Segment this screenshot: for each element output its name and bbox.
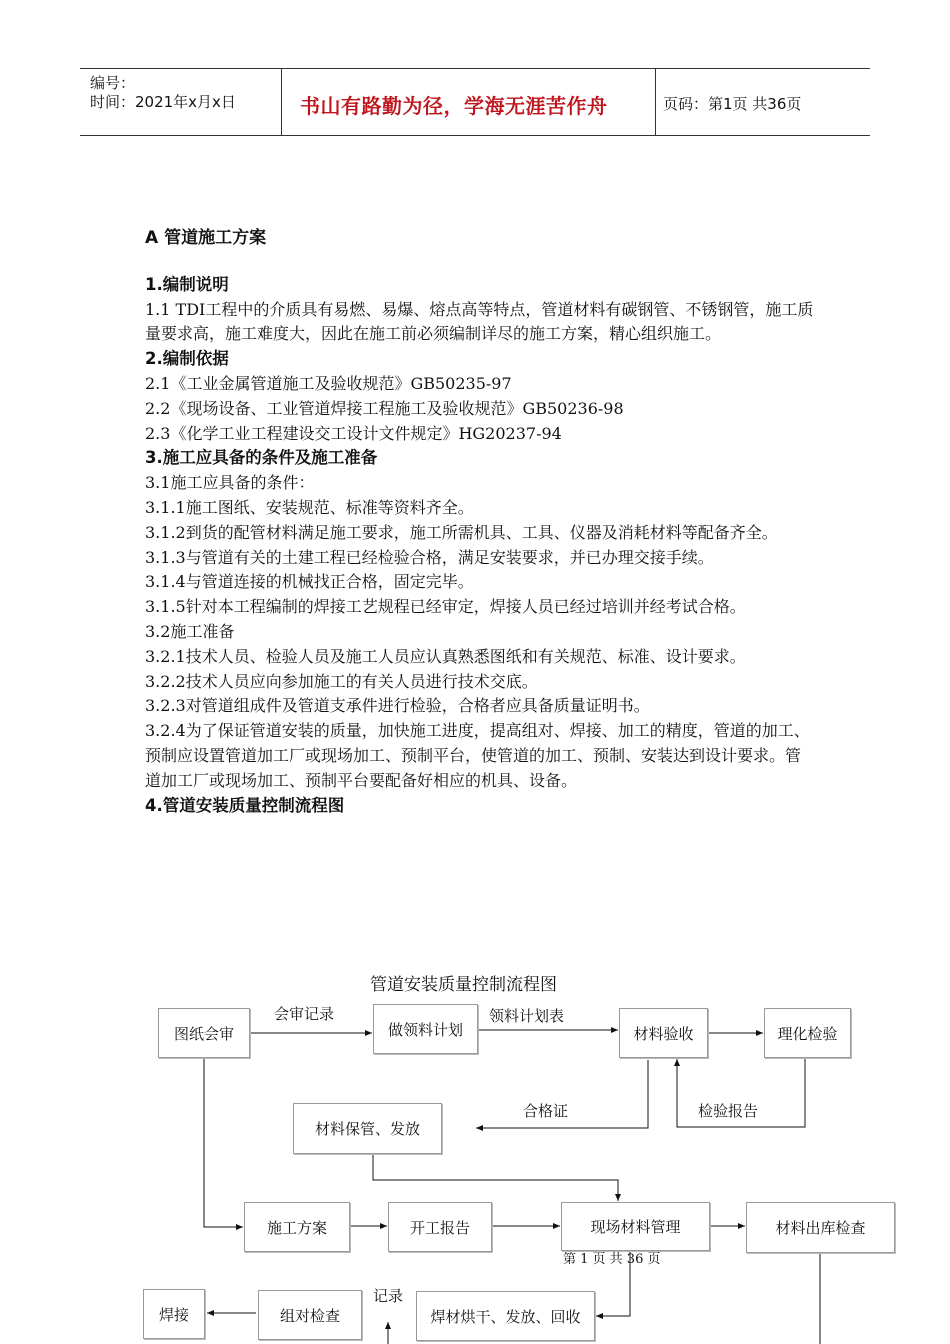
flow-box-material-storage: 材料保管、发放: [293, 1103, 442, 1154]
body-paragraph: 2.3《化学工业工程建设交工设计文件规定》HG20237-94: [145, 423, 562, 443]
header-time-label: 时间：2021年x月x日: [90, 93, 236, 111]
flow-box-welding-material-handling: 焊材烘干、发放、回收: [416, 1291, 595, 1341]
body-paragraph: 2.2《现场设备、工业管道焊接工程施工及验收规范》GB50236-98: [145, 398, 624, 418]
body-paragraph: 2.1《工业金属管道施工及验收规范》GB50235-97: [145, 373, 512, 393]
header-number-label: 编号：: [90, 74, 136, 92]
section-heading: 2.编制依据: [145, 349, 229, 369]
flow-label-inspection-report: 检验报告: [698, 1102, 759, 1120]
flowchart-title: 管道安装质量控制流程图: [370, 975, 557, 995]
body-paragraph: 3.1施工应具备的条件：: [145, 473, 315, 493]
body-paragraph: 3.2.1技术人员、检验人员及施工人员应认真熟悉图纸和有关规范、标准、设计要求。: [145, 646, 746, 666]
section-heading: 1.编制说明: [145, 274, 229, 294]
flow-label-certificate: 合格证: [523, 1102, 569, 1120]
flow-box-material-acceptance: 材料验收: [619, 1008, 708, 1058]
section-heading: 3.施工应具备的条件及施工准备: [145, 448, 378, 468]
footer-page-number: 第 1 页 共 36 页: [563, 1252, 661, 1267]
flow-box-material-plan: 做领料计划: [373, 1004, 478, 1054]
flow-box-outbound-inspection: 材料出库检查: [746, 1202, 895, 1253]
body-paragraph: 3.1.5针对本工程编制的焊接工艺规程已经审定，焊接人员已经过培训并经考试合格。: [145, 597, 746, 617]
body-paragraph: 3.2.3对管道组成件及管道支承件进行检验，合格者应具备质量证明书。: [145, 696, 650, 716]
body-paragraph: 1.1 TDI工程中的介质具有易燃、易爆、熔点高等特点，管道材料有碳钢管、不锈钢管，施工质量要求高，施工难度大，因此在施工前必须编制详尽的施工方案，精心组织施工。: [145, 299, 814, 344]
flow-label-record: 记录: [373, 1287, 404, 1305]
flow-label-requisition-sheet: 领料计划表: [489, 1007, 565, 1025]
body-paragraph: 3.2施工准备: [145, 621, 235, 641]
flow-box-construction-plan: 施工方案: [244, 1202, 350, 1252]
flow-label-review-record: 会审记录: [274, 1005, 335, 1023]
header-page-info: 页码：第1页 共36页: [663, 95, 802, 113]
body-paragraph: 3.1.4与管道连接的机械找正合格，固定完毕。: [145, 572, 474, 592]
body-paragraph: 3.2.2技术人员应向参加施工的有关人员进行技术交底。: [145, 671, 538, 691]
flow-box-start-report: 开工报告: [388, 1202, 492, 1252]
flow-box-site-material-management: 现场材料管理: [561, 1202, 710, 1251]
body-paragraph: 3.2.4为了保证管道安装的质量，加快施工进度，提高组对、焊接、加工的精度，管道的加工、预制应设置管道加工厂或现场加工、预制平台，使管道的加工、预制、安装达到设计要求。管道加工厂或现场加工、预制平台要配备好相应的机具、设备。: [145, 721, 810, 790]
body-paragraph: 3.1.3与管道有关的土建工程已经检验合格，满足安装要求，并已办理交接手续。: [145, 547, 714, 567]
section-heading: 4.管道安装质量控制流程图: [145, 795, 345, 815]
flow-box-physical-chemical-test: 理化检验: [764, 1008, 851, 1058]
body-paragraph: 3.1.2到货的配管材料满足施工要求，施工所需机具、工具、仪器及消耗材料等配备齐全。: [145, 522, 778, 542]
flow-box-fitup-inspection: 组对检查: [258, 1290, 362, 1340]
body-paragraph: 3.1.1施工图纸、安装规范、标准等资料齐全。: [145, 497, 474, 517]
flow-box-drawing-review: 图纸会审: [158, 1008, 250, 1058]
header-motto: 书山有路勤为径，学海无涯苦作舟: [300, 94, 608, 118]
flow-box-welding: 焊接: [143, 1289, 205, 1339]
document-title: A 管道施工方案: [145, 228, 267, 248]
